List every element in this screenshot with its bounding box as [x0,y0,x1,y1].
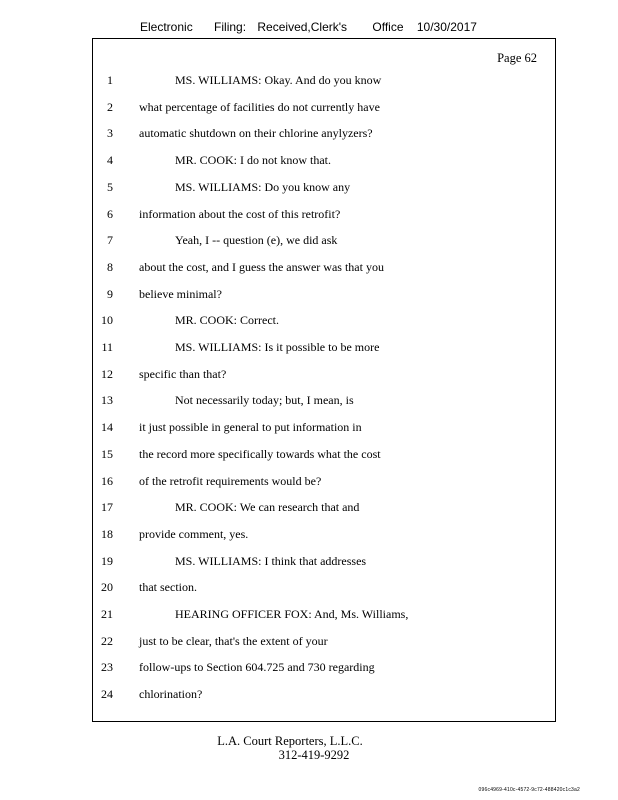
filing-header-date: 10/30/2017 [416,20,477,34]
transcript-line [93,500,555,520]
line-number: 4 [107,153,113,168]
line-text: chlorination? [139,687,203,702]
line-number: 17 [101,500,113,515]
filing-header [140,20,477,34]
line-number: 23 [101,660,113,675]
filing-header-office: Office [372,20,404,34]
transcript-line [93,420,555,440]
transcript-line [93,260,555,280]
line-text: specific than that? [139,366,227,381]
transcript-line [93,180,555,200]
line-number: 10 [101,313,113,328]
line-text: MS. WILLIAMS: Do you know any [175,179,351,194]
line-number: 6 [107,206,113,221]
line-number: 3 [107,126,113,141]
line-text: information about the cost of this retrofit? [139,206,341,221]
line-text: the record more specifically towards what the cost [139,446,381,461]
line-number: 15 [101,446,113,461]
line-number: 1 [107,73,113,87]
line-text: provide comment, yes. [139,526,249,541]
line-number: 7 [107,233,113,248]
transcript-line [93,527,555,547]
transcript-page [92,38,556,722]
court-reporter-name: L.A. Court Reporters, L.L.C. [217,734,363,748]
transcript-line [93,153,555,173]
transcript-line [93,607,555,627]
line-number: 5 [107,179,113,194]
line-number: 24 [101,687,113,702]
line-text: HEARING OFFICER FOX: And, Ms. Williams, [175,607,409,621]
line-number: 11 [101,340,113,354]
transcript-line [93,447,555,467]
line-text: Not necessarily today; but, I mean, is [175,393,354,408]
transcript-line [93,367,555,387]
transcript-line [93,580,555,600]
line-text: that section. [139,580,197,595]
line-text: believe minimal? [139,286,222,301]
line-text: MS. WILLIAMS: Is it possible to be more [175,340,380,354]
line-text: MS. WILLIAMS: Okay. And do you know [175,73,382,87]
page-number: Page 62 [497,51,537,65]
line-text: MR. COOK: Correct. [175,313,279,328]
transcript-line [93,73,555,93]
transcript-line [93,126,555,146]
transcript-line [93,340,555,360]
transcript-line [93,233,555,253]
transcript-line [93,554,555,574]
transcript-line [93,207,555,227]
filing-header-electronic: Electronic [140,20,193,34]
line-number: 20 [101,580,113,595]
line-number: 18 [101,526,113,541]
line-number: 19 [101,553,113,568]
line-text: MR. COOK: I do not know that. [175,153,331,168]
transcript-line [93,474,555,494]
line-text: MR. COOK: We can research that and [175,500,360,515]
line-number: 16 [101,473,113,488]
line-number: 13 [101,393,113,408]
transcript-line [93,687,555,707]
line-number: 8 [107,259,113,274]
transcript-line [93,634,555,654]
line-text: automatic shutdown on their chlorine anylyzers? [139,126,373,141]
line-text: it just possible in general to put information in [139,420,362,435]
transcript-line [93,287,555,307]
transcript-line [93,100,555,120]
line-number: 21 [101,607,113,621]
line-text: just to be clear, that's the extent of your [139,633,328,648]
line-text: what percentage of facilities do not currently have [139,99,380,114]
filing-header-filing: Filing: [214,20,247,34]
line-number: 22 [101,633,113,648]
filing-header-received: Received,Clerk's [257,20,348,34]
document-id: 096c4969-410c-4572-9c72-488420c1c3a2 [478,787,580,793]
transcript-line [93,660,555,680]
line-number: 9 [107,286,113,301]
line-text: about the cost, and I guess the answer was that you [139,259,384,274]
line-text: follow-ups to Section 604.725 and 730 regarding [139,660,375,675]
line-text: MS. WILLIAMS: I think that addresses [175,553,367,568]
transcript-line [93,393,555,413]
line-text: Yeah, I -- question (e), we did ask [175,233,338,248]
line-number: 12 [101,366,113,381]
transcript-line [93,313,555,333]
line-number: 2 [107,99,113,114]
line-number: 14 [101,420,113,435]
line-text: of the retrofit requirements would be? [139,473,322,488]
court-reporter-phone: 312-419-9292 [278,748,350,762]
